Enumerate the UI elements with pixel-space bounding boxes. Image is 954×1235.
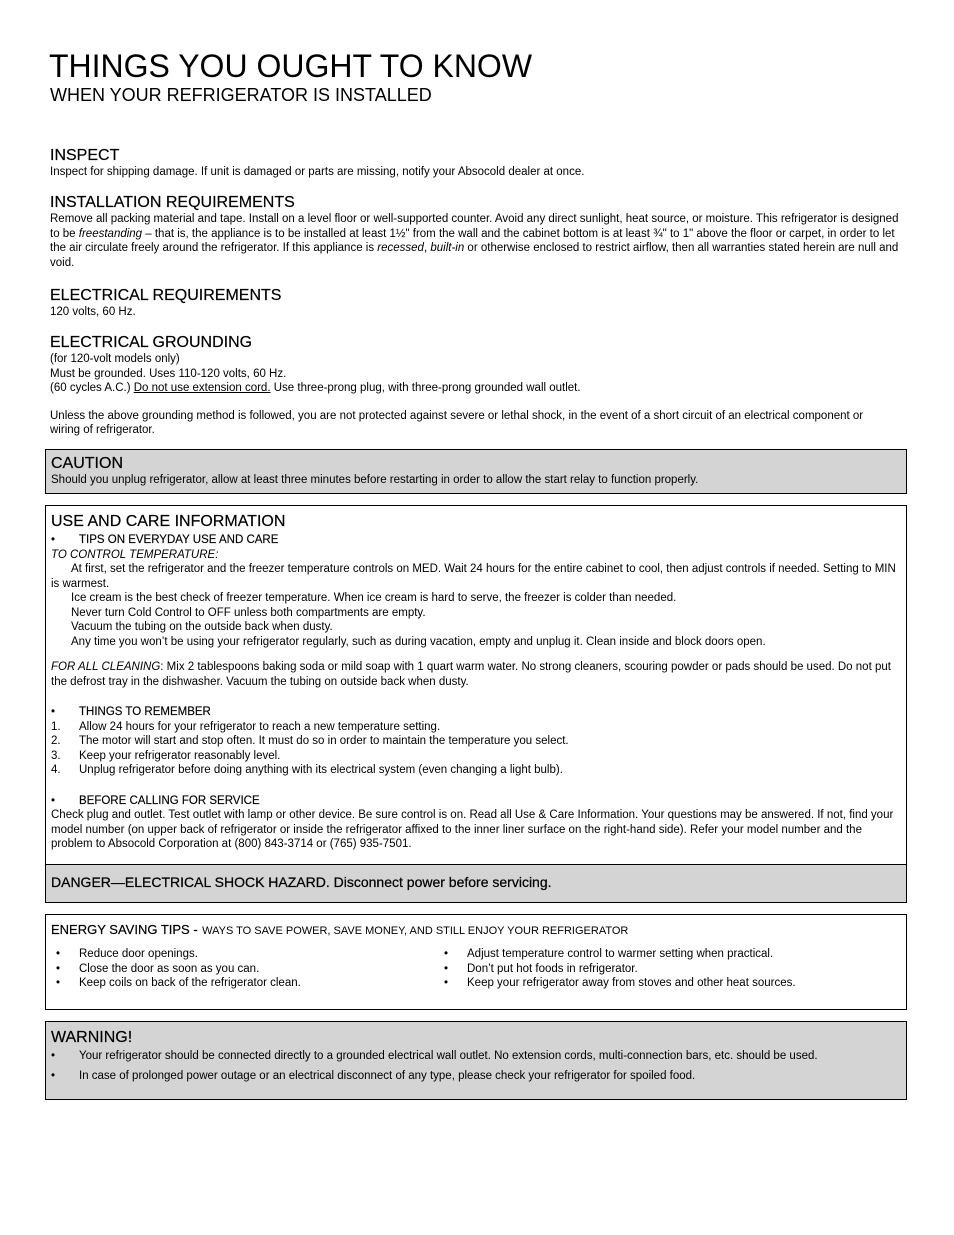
grounding-paragraph: Unless the above grounding method is followed, you are not protected against severe or lethal shock, in the event of a short circuit of an electrical component or wiring of refrigerator. bbox=[50, 409, 864, 436]
remember-number: 4. bbox=[51, 764, 61, 776]
energy-tip-text: Adjust temperature control to warmer setting when practical. bbox=[467, 948, 774, 960]
energy-tips-left bbox=[51, 947, 301, 991]
energy-tip bbox=[51, 962, 301, 977]
installation-text-part: or otherwise enclosed to restrict airflow, then all warranties stated herein are null and void. bbox=[50, 242, 899, 269]
remember-item bbox=[51, 720, 901, 735]
energy-tip-text: Reduce door openings. bbox=[79, 948, 198, 960]
caution-heading: CAUTION bbox=[51, 455, 123, 472]
energy-tips bbox=[51, 947, 901, 993]
service-text: Check plug and outlet. Test outlet with lamp or other device. Be sure control is on. Read all Use & Care Information. Your questions may be answered. If not, find your model number (on upper back of refrigerator or inside the refrigerator affixed to the inner liner surface on the right-hand side). Refer your model number and the problem to Absocold Corporation at (800) 843-3714 or (765) 935-7501. bbox=[51, 809, 894, 850]
energy-tip-text: Keep coils on back of the refrigerator clean. bbox=[79, 977, 301, 989]
use-care-box bbox=[45, 505, 907, 865]
inspect-heading: INSPECT bbox=[50, 147, 120, 164]
bullet-icon: • bbox=[56, 962, 61, 975]
tip-item: Ice cream is the best check of freezer temperature. When ice cream is hard to serve, the freezer is colder than needed. bbox=[71, 592, 677, 604]
freestanding-term: freestanding bbox=[78, 227, 143, 240]
inspect-section bbox=[50, 146, 910, 180]
bullet-icon: • bbox=[444, 948, 449, 960]
installation-text-part: Remove all packing material and tape. Install on a level floor or well-supported counter. Avoid any direct sunlight, heat source, or moisture. This refrigerator is designed to be bbox=[50, 213, 899, 240]
grounding-line bbox=[50, 381, 870, 396]
use-care-heading: USE AND CARE INFORMATION bbox=[51, 513, 286, 530]
energy-tip-text: Keep your refrigerator away from stoves and other heat sources. bbox=[467, 977, 796, 989]
remember-text: Unplug refrigerator before doing anything with its electrical system (even changing a light bulb). bbox=[79, 764, 563, 776]
energy-tip bbox=[51, 947, 301, 962]
tips-subheading: TIPS ON EVERYDAY USE AND CARE bbox=[79, 534, 279, 546]
remember-text: The motor will start and stop often. It must do so in order to maintain the temperature you select. bbox=[79, 735, 569, 747]
caution-text: Should you unplug refrigerator, allow at least three minutes before restarting in order to allow the start relay to function properly. bbox=[51, 474, 699, 486]
grounding-text-part: Use three-prong plug, with three-prong grounded wall outlet. bbox=[270, 382, 581, 394]
service-subheading: BEFORE CALLING FOR SERVICE bbox=[79, 794, 260, 807]
remember-text: Keep your refrigerator reasonably level. bbox=[79, 749, 281, 762]
caution-box bbox=[45, 449, 907, 494]
bullet-icon: • bbox=[51, 534, 56, 546]
electrical-heading: ELECTRICAL REQUIREMENTS bbox=[50, 287, 282, 304]
remember-subheading-row bbox=[51, 705, 901, 720]
bullet-icon: • bbox=[51, 794, 56, 807]
warning-heading: WARNING! bbox=[51, 1029, 133, 1046]
warning-box bbox=[45, 1021, 907, 1100]
energy-tip bbox=[439, 976, 796, 991]
inspect-text: Inspect for shipping damage. If unit is damaged or parts are missing, notify your Absocold dealer at once. bbox=[50, 166, 585, 178]
control-colon: : bbox=[215, 548, 219, 561]
cleaning-text: : Mix 2 tablespoons baking soda or mild soap with 1 quart warm water. No strong cleaners, scouring powder or pads should be used. Do not put the defrost tray in the dishwasher. Vacuum the tubing on outside back when dusty. bbox=[51, 661, 891, 688]
energy-tip bbox=[51, 976, 301, 991]
remember-item bbox=[51, 763, 901, 778]
danger-text: DANGER—ELECTRICAL SHOCK HAZARD. Disconnect power before servicing. bbox=[51, 874, 552, 890]
cleaning-label: FOR ALL CLEANING bbox=[51, 661, 161, 673]
energy-tip bbox=[439, 947, 796, 962]
builtin-term: built-in bbox=[430, 242, 465, 254]
grounding-section bbox=[50, 333, 870, 438]
energy-tip bbox=[439, 962, 796, 977]
bullet-icon: • bbox=[51, 1050, 56, 1062]
warning-item bbox=[51, 1069, 901, 1084]
control-label: TO CONTROL TEMPERATURE bbox=[51, 548, 216, 561]
installation-heading: INSTALLATION REQUIREMENTS bbox=[50, 194, 295, 211]
recessed-term: recessed bbox=[377, 242, 424, 254]
tip-item: Any time you won’t be using your refrigerator regularly, such as during vacation, empty and unplug it. Clean inside and block doors open. bbox=[71, 635, 766, 648]
control-text: At first, set the refrigerator and the freezer temperature controls on MED. Wait 24 hours for the entire cabinet to cool, then adjust controls if needed. Setting to MIN is warmest. bbox=[51, 563, 896, 590]
bullet-icon: • bbox=[444, 977, 449, 989]
energy-heading: ENERGY SAVING TIPS - bbox=[51, 922, 198, 937]
grounding-heading: ELECTRICAL GROUNDING bbox=[50, 334, 253, 351]
energy-tip-text: Close the door as soon as you can. bbox=[79, 962, 260, 975]
page-subtitle: WHEN YOUR REFRIGERATOR IS INSTALLED bbox=[50, 85, 432, 105]
remember-number: 1. bbox=[51, 720, 61, 733]
grounding-line: (for 120-volt models only) bbox=[50, 353, 180, 365]
remember-text: Allow 24 hours for your refrigerator to reach a new temperature setting. bbox=[79, 720, 441, 733]
energy-box bbox=[45, 914, 907, 1010]
cleaning-paragraph bbox=[51, 660, 901, 689]
remember-number: 2. bbox=[51, 735, 61, 747]
service-subheading-row bbox=[51, 794, 901, 809]
tip-item: Never turn Cold Control to OFF unless both compartments are empty. bbox=[71, 606, 426, 619]
energy-tip-text: Don’t put hot foods in refrigerator. bbox=[467, 962, 638, 975]
warning-text: Your refrigerator should be connected directly to a grounded electrical wall outlet. No extension cords, multi-connection bars, etc. should be used. bbox=[79, 1050, 818, 1062]
electrical-text: 120 volts, 60 Hz. bbox=[50, 306, 136, 318]
bullet-icon: • bbox=[56, 948, 61, 960]
danger-box bbox=[45, 864, 907, 903]
tips-subheading-row bbox=[51, 533, 901, 548]
installation-text-part: , bbox=[423, 242, 431, 254]
grounding-line: Must be grounded. Uses 110-120 volts, 60 Hz. bbox=[50, 367, 287, 380]
energy-tips-right bbox=[439, 947, 796, 991]
installation-section bbox=[50, 193, 908, 270]
control-label-row bbox=[51, 548, 901, 563]
energy-heading-row bbox=[51, 921, 901, 939]
energy-subheading: WAYS TO SAVE POWER, SAVE MONEY, AND STILL ENJOY YOUR REFRIGERATOR bbox=[202, 925, 629, 937]
extension-cord-warning: Do not use extension cord. bbox=[133, 382, 271, 394]
remember-number: 3. bbox=[51, 749, 61, 762]
bullet-icon: • bbox=[51, 1069, 56, 1082]
remember-item bbox=[51, 749, 901, 764]
installation-text-part: – that is, the appliance is to be installed at least 1½" from the wall and the cabinet bottom is at least ¾" to 1" above the floor or carpet, in order to let the air circulate freely around the refrigerator. If this appliance is bbox=[50, 227, 895, 254]
bullet-icon: • bbox=[51, 706, 56, 718]
warning-text: In case of prolonged power outage or an electrical disconnect of any type, please check your refrigerator for spoiled food. bbox=[79, 1069, 696, 1082]
bullet-icon: • bbox=[444, 962, 449, 975]
warning-item bbox=[51, 1049, 901, 1064]
grounding-text-part: (60 cycles A.C.) bbox=[50, 382, 134, 394]
remember-subheading: THINGS TO REMEMBER bbox=[79, 706, 211, 718]
bullet-icon: • bbox=[56, 977, 61, 989]
installation-text bbox=[50, 212, 908, 270]
tip-item: Vacuum the tubing on the outside back when dusty. bbox=[71, 621, 333, 633]
page-title: THINGS YOU OUGHT TO KNOW bbox=[49, 48, 533, 84]
remember-item bbox=[51, 734, 901, 749]
electrical-section bbox=[50, 286, 910, 320]
